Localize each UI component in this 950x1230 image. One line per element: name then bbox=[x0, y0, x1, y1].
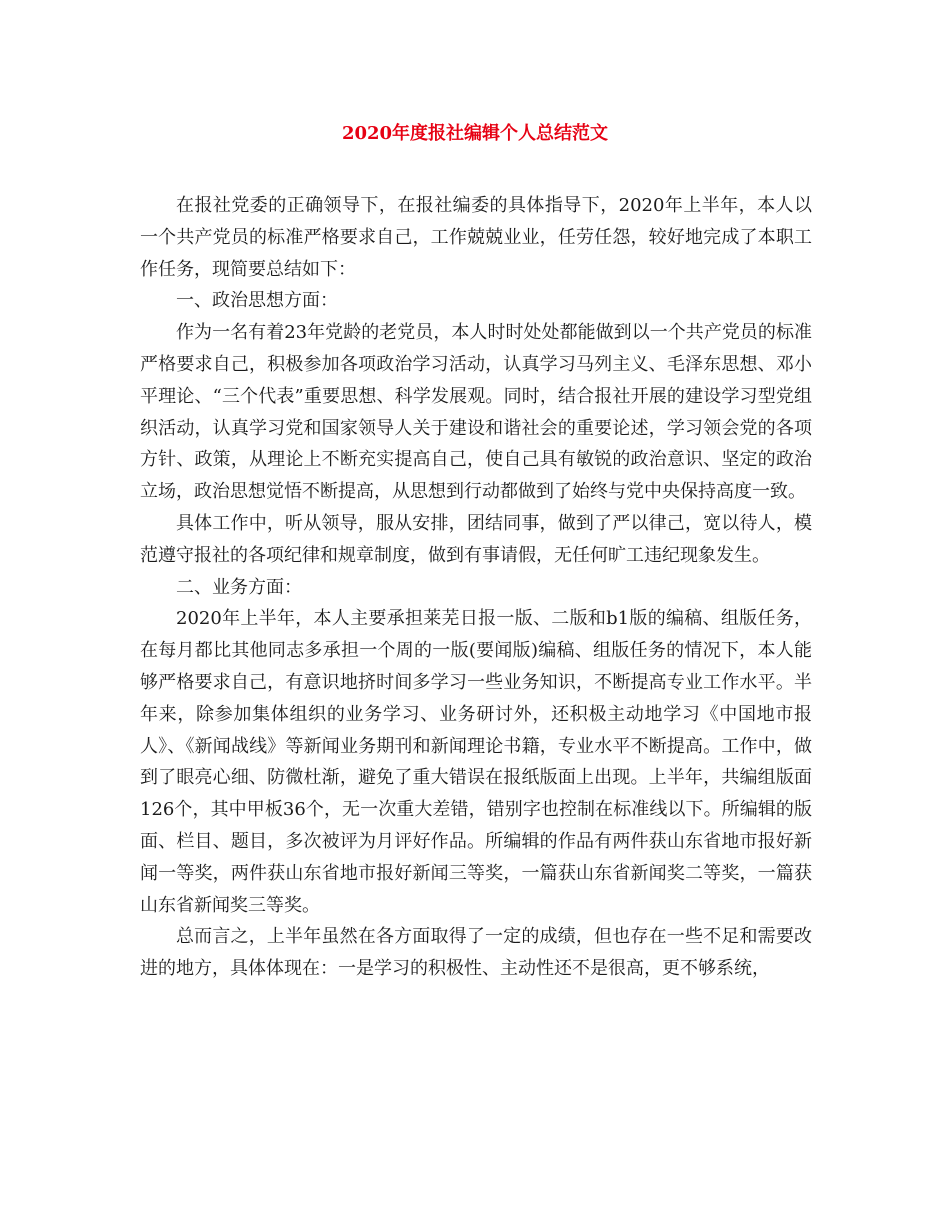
section-heading-business: 二、业务方面： bbox=[176, 576, 302, 598]
section-heading-political: 一、政治思想方面： bbox=[176, 290, 338, 312]
document-title: 2020年度报社编辑个人总结范文 bbox=[341, 123, 609, 144]
paragraph-intro: 在报社党委的正确领导下，在报社编委的具体指导下，2020年上半年，本人以一个共产党员的标准严格要求自己，工作兢兢业业，任劳任怨，较好地完成了本职工作任务，现简要总结如下： bbox=[140, 195, 812, 280]
paragraph-business: 2020年上半年，本人主要承担莱芜日报一版、二版和b1版的编稿、组版任务，在每月都比其他同志多承担一个周的一版(要闻版)编稿、组版任务的情况下，本人能够严格要求自己，有意识地挤时间多学习一些业务知识，不断提高专业工作水平。半年来，除参加集体组织的业务学习、业务研讨外，还积极主动地学习《中国地市报人》、《新闻战线》等新闻业务期刊和新闻理论书籍，专业水平不断提高。工作中，做到了眼亮心细、防微杜渐，避免了重大错误在报纸版面上出现。上半年，共编组版面126个，其中甲板36个，无一次重大差错，错别字也控制在标准线以下。所编辑的版面、栏目、题目，多次被评为月评好作品。所编辑的作品有两件获山东省地市报好新闻一等奖，两件获山东省地市报好新闻三等奖，一篇获山东省新闻奖二等奖，一篇获山东省新闻奖三等奖。 bbox=[140, 608, 812, 916]
paragraph-political: 作为一名有着23年党龄的老党员，本人时时处处都能做到以一个共产党员的标准严格要求自己，积极参加各项政治学习活动，认真学习马列主义、毛泽东思想、邓小平理论、“三个代表”重要思想、科学发展观。同时，结合报社开展的建设学习型党组织活动，认真学习党和国家领导人关于建设和谐社会的重要论述，学习领会党的各项方针、政策，从理论上不断充实提高自己，使自己具有敏锐的政治意识、坚定的政治立场，政治思想觉悟不断提高，从思想到行动都做到了始终与党中央保持高度一致。 bbox=[140, 322, 812, 503]
paragraph-summary: 总而言之，上半年虽然在各方面取得了一定的成绩，但也存在一些不足和需要改进的地方，具体体现在：一是学习的积极性、主动性还不是很高，更不够系统， bbox=[140, 926, 812, 980]
paragraph-conduct: 具体工作中，听从领导，服从安排，团结同事，做到了严以律己，宽以待人，模范遵守报社的各项纪律和规章制度，做到有事请假，无任何旷工违纪现象发生。 bbox=[140, 512, 812, 566]
document-body bbox=[140, 190, 812, 985]
